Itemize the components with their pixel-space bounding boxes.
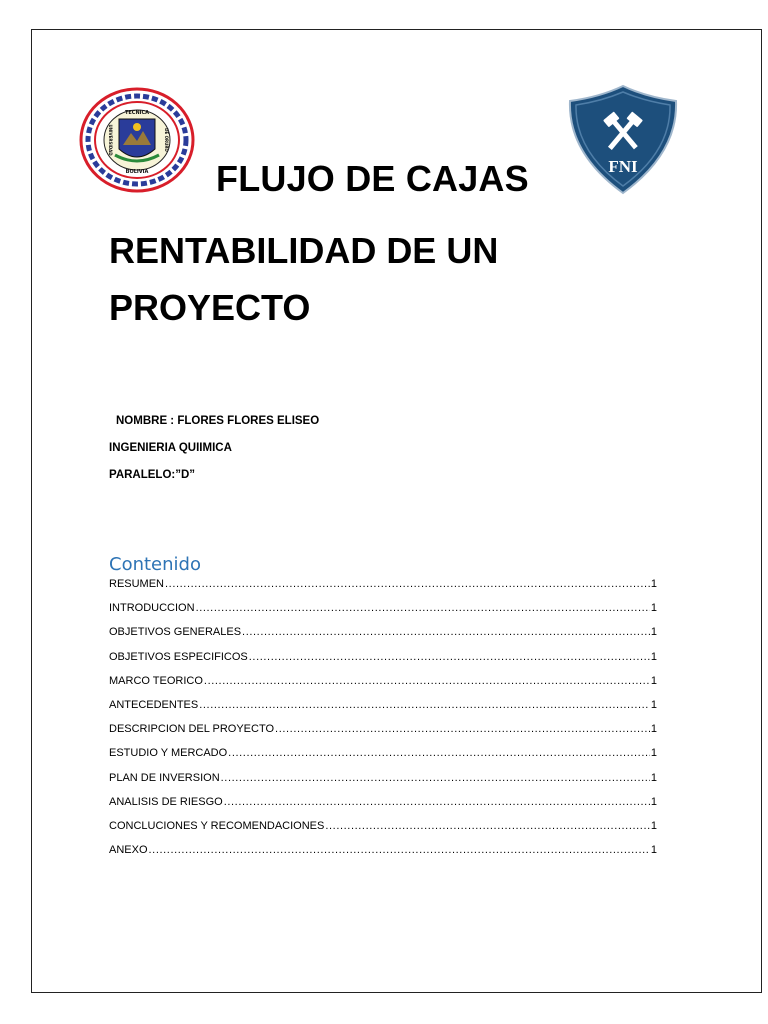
toc-entry-page: 1 — [650, 674, 657, 687]
toc-entry-page: 1 — [650, 650, 657, 663]
toc-entry[interactable] — [109, 820, 657, 844]
seal-text-tecnica: TECNICA — [124, 110, 150, 116]
toc-entry[interactable] — [109, 602, 657, 626]
toc-entry-page: 1 — [650, 844, 657, 857]
toc-entry-label: ESTUDIO Y MERCADO — [109, 747, 228, 760]
seal-text-de-oruro: DE ORURO — [164, 128, 169, 152]
toc-entry-label: ANTECEDENTES — [109, 698, 199, 711]
toc-entry-page: 1 — [650, 602, 657, 615]
shield-fni-text: FNI — [608, 157, 638, 176]
student-career: INGENIERIA QUIIMICA — [109, 442, 232, 454]
toc-dot-leader — [325, 820, 650, 832]
toc-dot-leader — [199, 699, 650, 711]
toc-entry-page: 1 — [650, 626, 657, 639]
toc-entry[interactable] — [109, 747, 657, 771]
document-title-line2: RENTABILIDAD DE UN PROYECTO — [109, 230, 499, 328]
toc-dot-leader — [204, 675, 650, 687]
toc-entry-label: DESCRIPCION DEL PROYECTO — [109, 723, 275, 736]
toc-entry[interactable] — [109, 699, 657, 723]
toc-entry-label: ANALISIS DE RIESGO — [109, 795, 223, 808]
document-title-line1: FLUJO DE CAJAS — [216, 158, 529, 199]
toc-entry-label: RESUMEN — [109, 578, 165, 590]
toc-dot-leader — [249, 651, 650, 663]
toc-entry[interactable] — [109, 796, 657, 820]
toc-entry-page: 1 — [650, 723, 657, 736]
toc-entry-page: 1 — [650, 698, 657, 711]
toc-entry-label: ANEXO — [109, 844, 148, 857]
toc-heading: Contenido — [109, 554, 201, 575]
seal-text-bolivia: BOLIVIA — [125, 169, 149, 175]
toc-entry[interactable] — [109, 723, 657, 747]
university-seal-logo — [79, 87, 195, 193]
toc-entry[interactable] — [109, 675, 657, 699]
toc-entry-page: 1 — [650, 819, 657, 832]
toc-entry-label: MARCO TEORICO — [109, 674, 203, 687]
toc-entry[interactable] — [109, 772, 657, 796]
toc-entry-page: 1 — [650, 578, 657, 590]
toc-entry-page: 1 — [650, 771, 657, 784]
toc-dot-leader — [224, 796, 650, 808]
toc-dot-leader — [242, 626, 650, 638]
student-parallel: PARALELO:”D” — [109, 469, 196, 481]
toc-entry-label: OBJETIVOS GENERALES — [109, 626, 242, 639]
toc-entry[interactable] — [109, 651, 657, 675]
toc-entry[interactable] — [109, 578, 657, 602]
toc-entry-label: CONCLUCIONES Y RECOMENDACIONES — [109, 819, 325, 832]
fni-shield-logo — [566, 83, 680, 196]
toc-entry[interactable] — [109, 626, 657, 650]
toc-entry-label: INTRODUCCION — [109, 602, 195, 615]
toc-dot-leader — [165, 578, 650, 590]
student-name: NOMBRE : FLORES FLORES ELISEO — [116, 415, 320, 427]
toc-entry-page: 1 — [650, 795, 657, 808]
seal-text-universidad: UNIVERSIDAD — [108, 124, 113, 156]
toc-entry-label: OBJETIVOS ESPECIFICOS — [109, 650, 248, 663]
table-of-contents — [109, 578, 657, 868]
toc-dot-leader — [149, 844, 650, 856]
toc-entry[interactable] — [109, 844, 657, 868]
toc-dot-leader — [221, 772, 650, 784]
toc-dot-leader — [275, 723, 650, 735]
toc-dot-leader — [196, 602, 650, 614]
toc-entry-label: PLAN DE INVERSION — [109, 771, 220, 784]
toc-entry-page: 1 — [650, 747, 657, 760]
toc-dot-leader — [228, 747, 650, 759]
